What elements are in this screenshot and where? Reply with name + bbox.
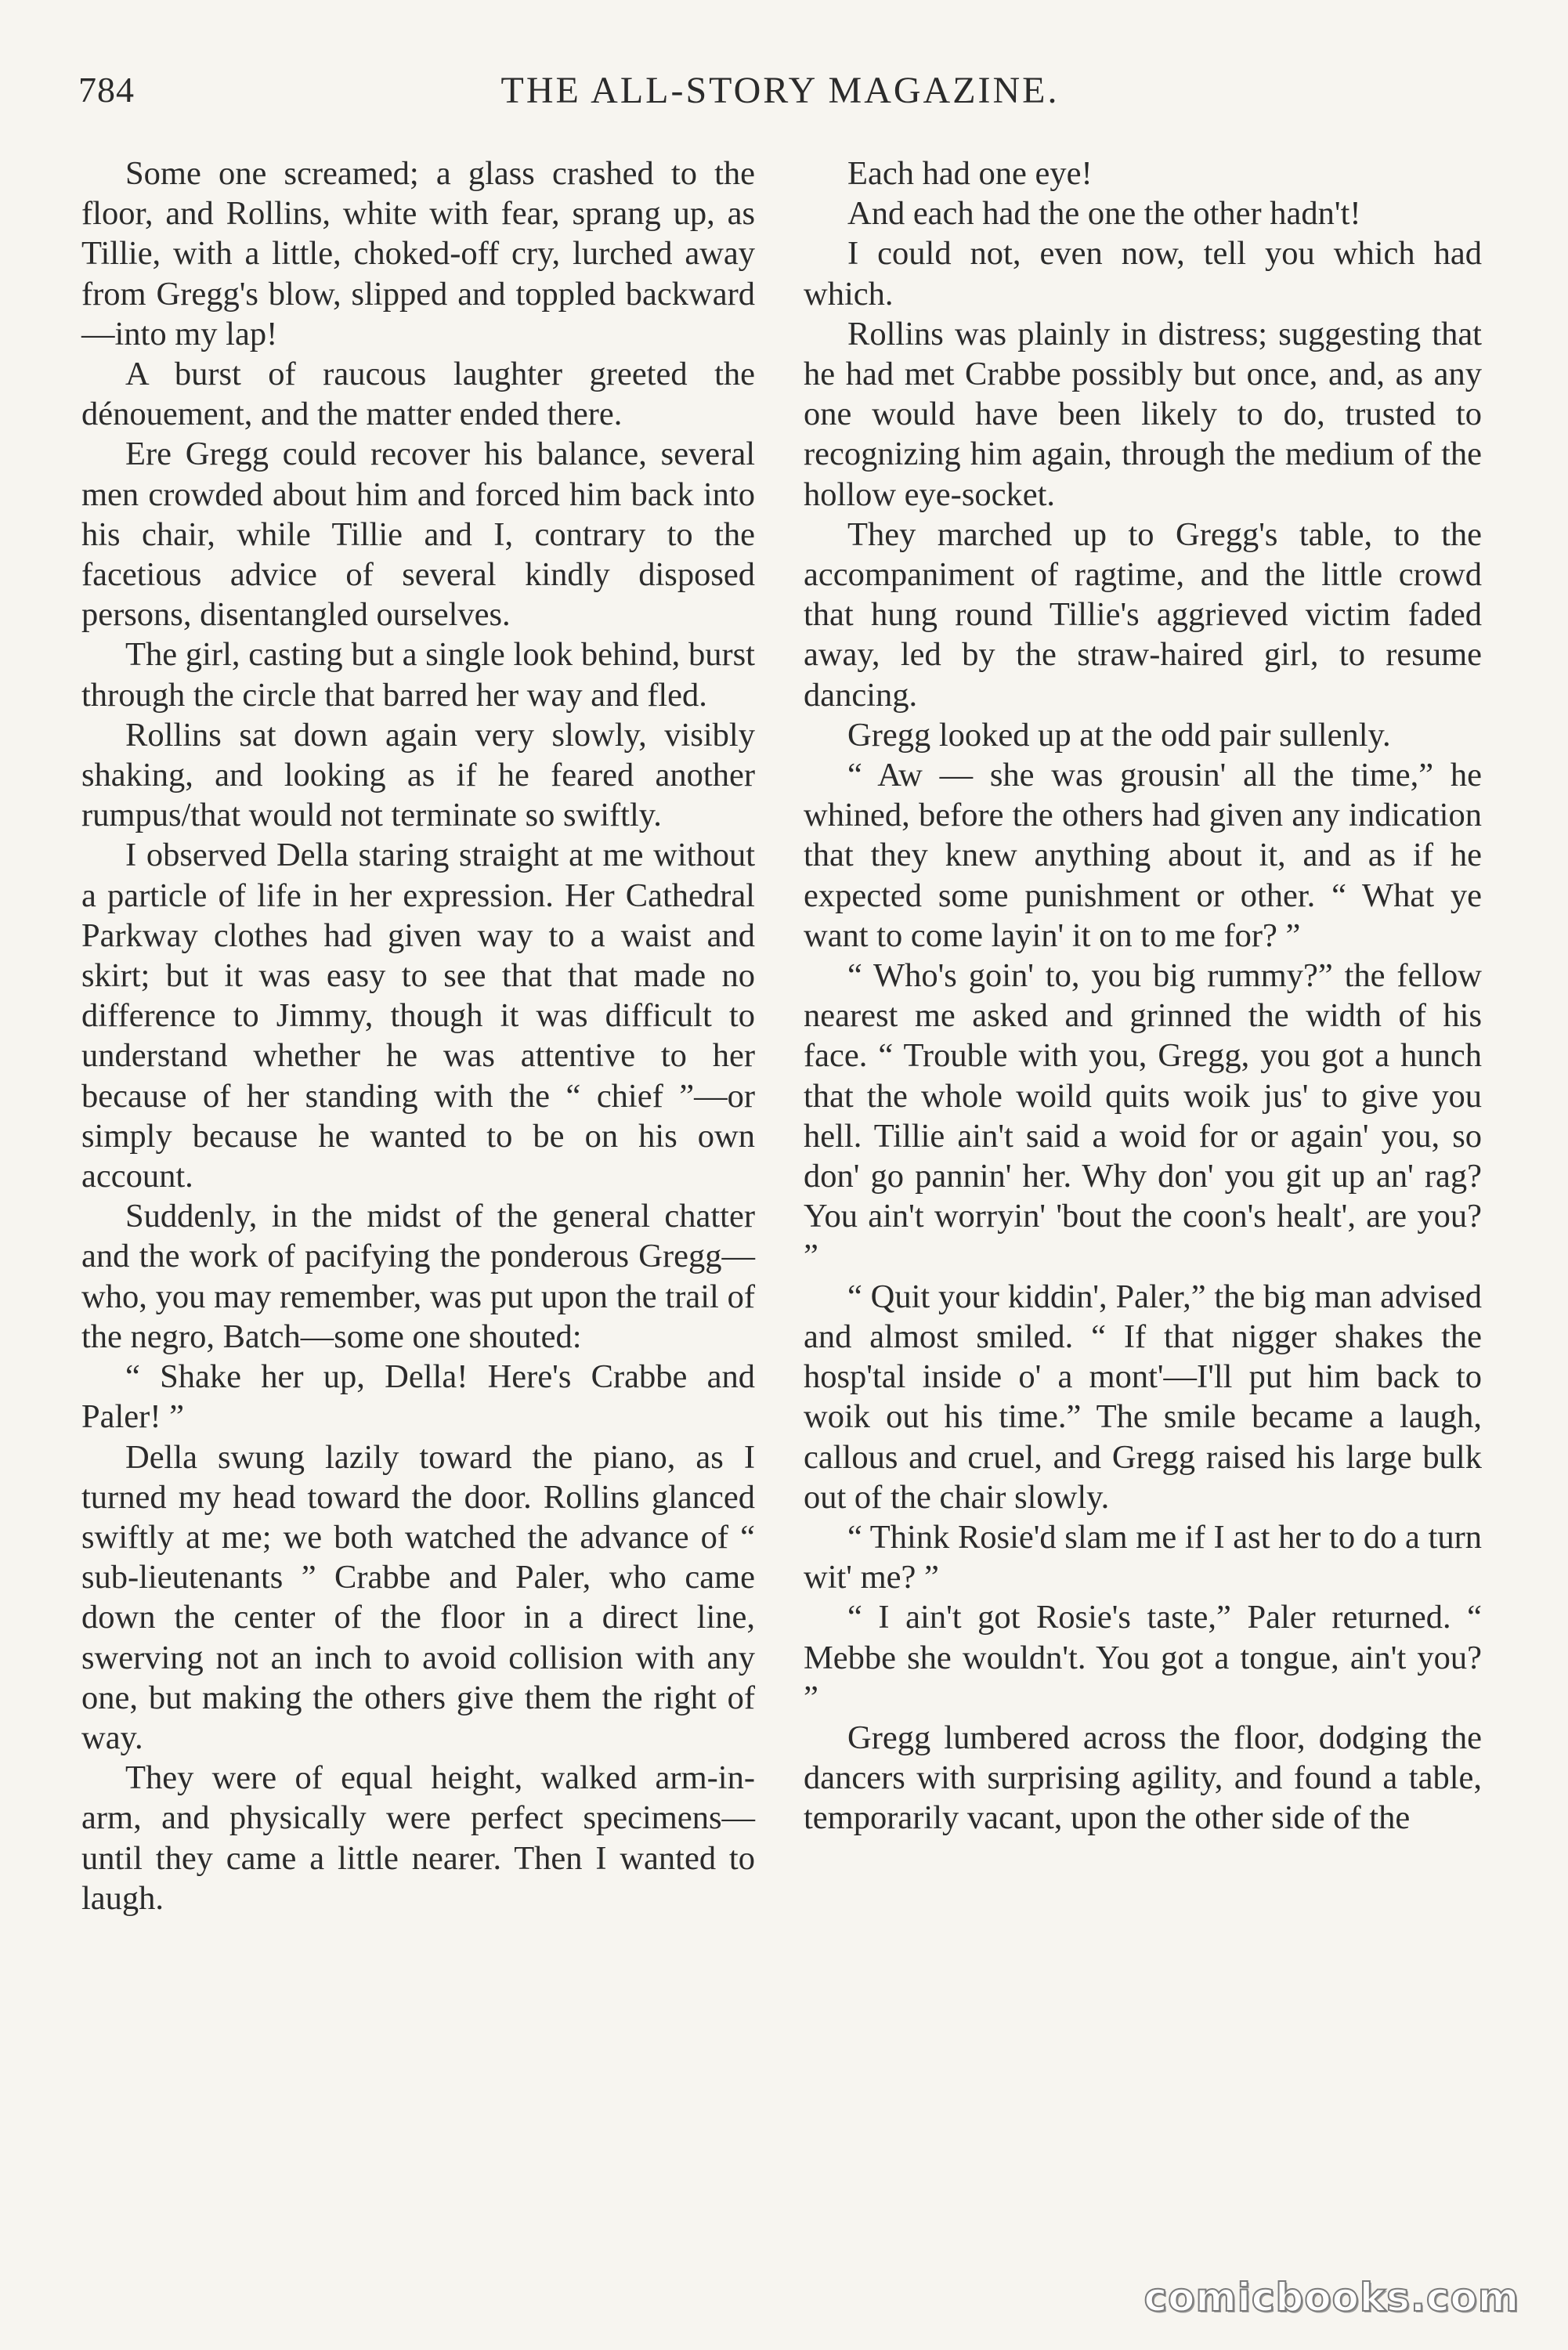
left-column xyxy=(81,154,755,1918)
paragraph: The girl, casting but a single look behind, burst through the circle that barred her way and fled. xyxy=(81,636,755,714)
page-number: 784 xyxy=(78,70,135,110)
paragraph: Each had one eye! xyxy=(847,155,1093,192)
paragraph: I observed Della staring straight at me without a particle of life in her expression. Her Cathedral Parkway clothes had given way to a waist and skirt; but it was easy to see that that made no difference to Jimmy, though it was difficult to understand whether he was attentive to her because of her standing with the “ chief ”—or simply because he wanted to be on his own account. xyxy=(81,837,755,1195)
paragraph: And each had the one the other hadn't! xyxy=(847,195,1361,233)
paragraph: Gregg lumbered across the floor, dodging the dancers with surprising agility, and found a table, temporarily vacant, upon the other side of the xyxy=(804,1719,1482,1837)
paragraph: Ere Gregg could recover his balance, several men crowded about him and forced him back into his chair, while Tillie and I, contrary to the facetious advice of several kindly disposed persons, disentangled ourselves. xyxy=(81,436,755,634)
paragraph: Rollins sat down again very slowly, visibly shaking, and looking as if he feared another rumpus/that would not terminate so swiftly. xyxy=(81,716,755,834)
paragraph: They were of equal height, walked arm-in-arm, and physically were perfect specimens—until they came a little nearer. Then I wanted to laugh. xyxy=(81,1759,755,1917)
paragraph: “ I ain't got Rosie's taste,” Paler returned. “ Mebbe she wouldn't. You got a tongue, ain't you? ” xyxy=(804,1599,1482,1716)
paragraph: Some one screamed; a glass crashed to the floor, and Rollins, white with fear, sprang up, as Tillie, with a little, choked-off cry, lurched away from Gregg's blow, slipped and toppled backward—into my lap! xyxy=(81,155,755,352)
running-title: THE ALL-STORY MAGAZINE. xyxy=(500,70,1060,111)
paragraph: Rollins was plainly in distress; suggesting that he had met Crabbe possibly but once, and, as any one would have been likely to do, trusted to recognizing him again, through the medium of the hollow eye-socket. xyxy=(804,315,1482,513)
paragraph: Gregg looked up at the odd pair sullenly. xyxy=(847,716,1391,754)
right-column xyxy=(804,154,1482,1838)
watermark: comicbooks.com xyxy=(1143,2275,1519,2320)
paragraph: Suddenly, in the midst of the general chatter and the work of pacifying the ponderous Gregg—who, you may remember, was put upon the trail of the negro, Batch—some one shouted: xyxy=(81,1198,755,1355)
paragraph: They marched up to Gregg's table, to the accompaniment of ragtime, and the little crowd that hung round Tillie's aggrieved victim faded away, led by the straw-haired girl, to resume dancing. xyxy=(804,515,1482,714)
paragraph: A burst of raucous laughter greeted the dénouement, and the matter ended there. xyxy=(81,356,755,433)
paragraph: Della swung lazily toward the piano, as I turned my head toward the door. Rollins glanced swiftly at me; we both watched the advance of “ sub-lieutenants ” Crabbe and Paler, who came down the center of the floor in a direct line, swerving not an inch to avoid collision with any one, but making the others give them the right of way. xyxy=(81,1438,755,1756)
paragraph: I could not, even now, tell you which had which. xyxy=(804,235,1482,313)
paragraph: “ Who's goin' to, you big rummy?” the fellow nearest me asked and grinned the width of his face. “ Trouble with you, Gregg, you got a hunch that the whole woild quits woik jus' to give you hell. Tillie ain't said a woid for or again' you, so don' go pannin' her. Why don' you git up an' rag? You ain't worryin' 'bout the coon's healt', are you? ” xyxy=(804,957,1482,1275)
paragraph: “ Shake her up, Della! Here's Crabbe and Paler! ” xyxy=(81,1358,755,1436)
paragraph: “ Think Rosie'd slam me if I ast her to do a turn wit' me? ” xyxy=(804,1518,1482,1596)
page-header xyxy=(78,69,1482,132)
paragraph: “ Quit your kiddin', Paler,” the big man advised and almost smiled. “ If that nigger shakes the hosp'tal inside o' a mont'—I'll put him back to woik out his time.” The smile became a laugh, callous and cruel, and Gregg raised his large bulk out of the chair slowly. xyxy=(804,1278,1482,1516)
paragraph: “ Aw — she was grousin' all the time,” he whined, before the others had given any indication that they knew anything about it, and as if he expected some punishment or other. “ What ye want to come layin' it on to me for? ” xyxy=(804,757,1482,954)
